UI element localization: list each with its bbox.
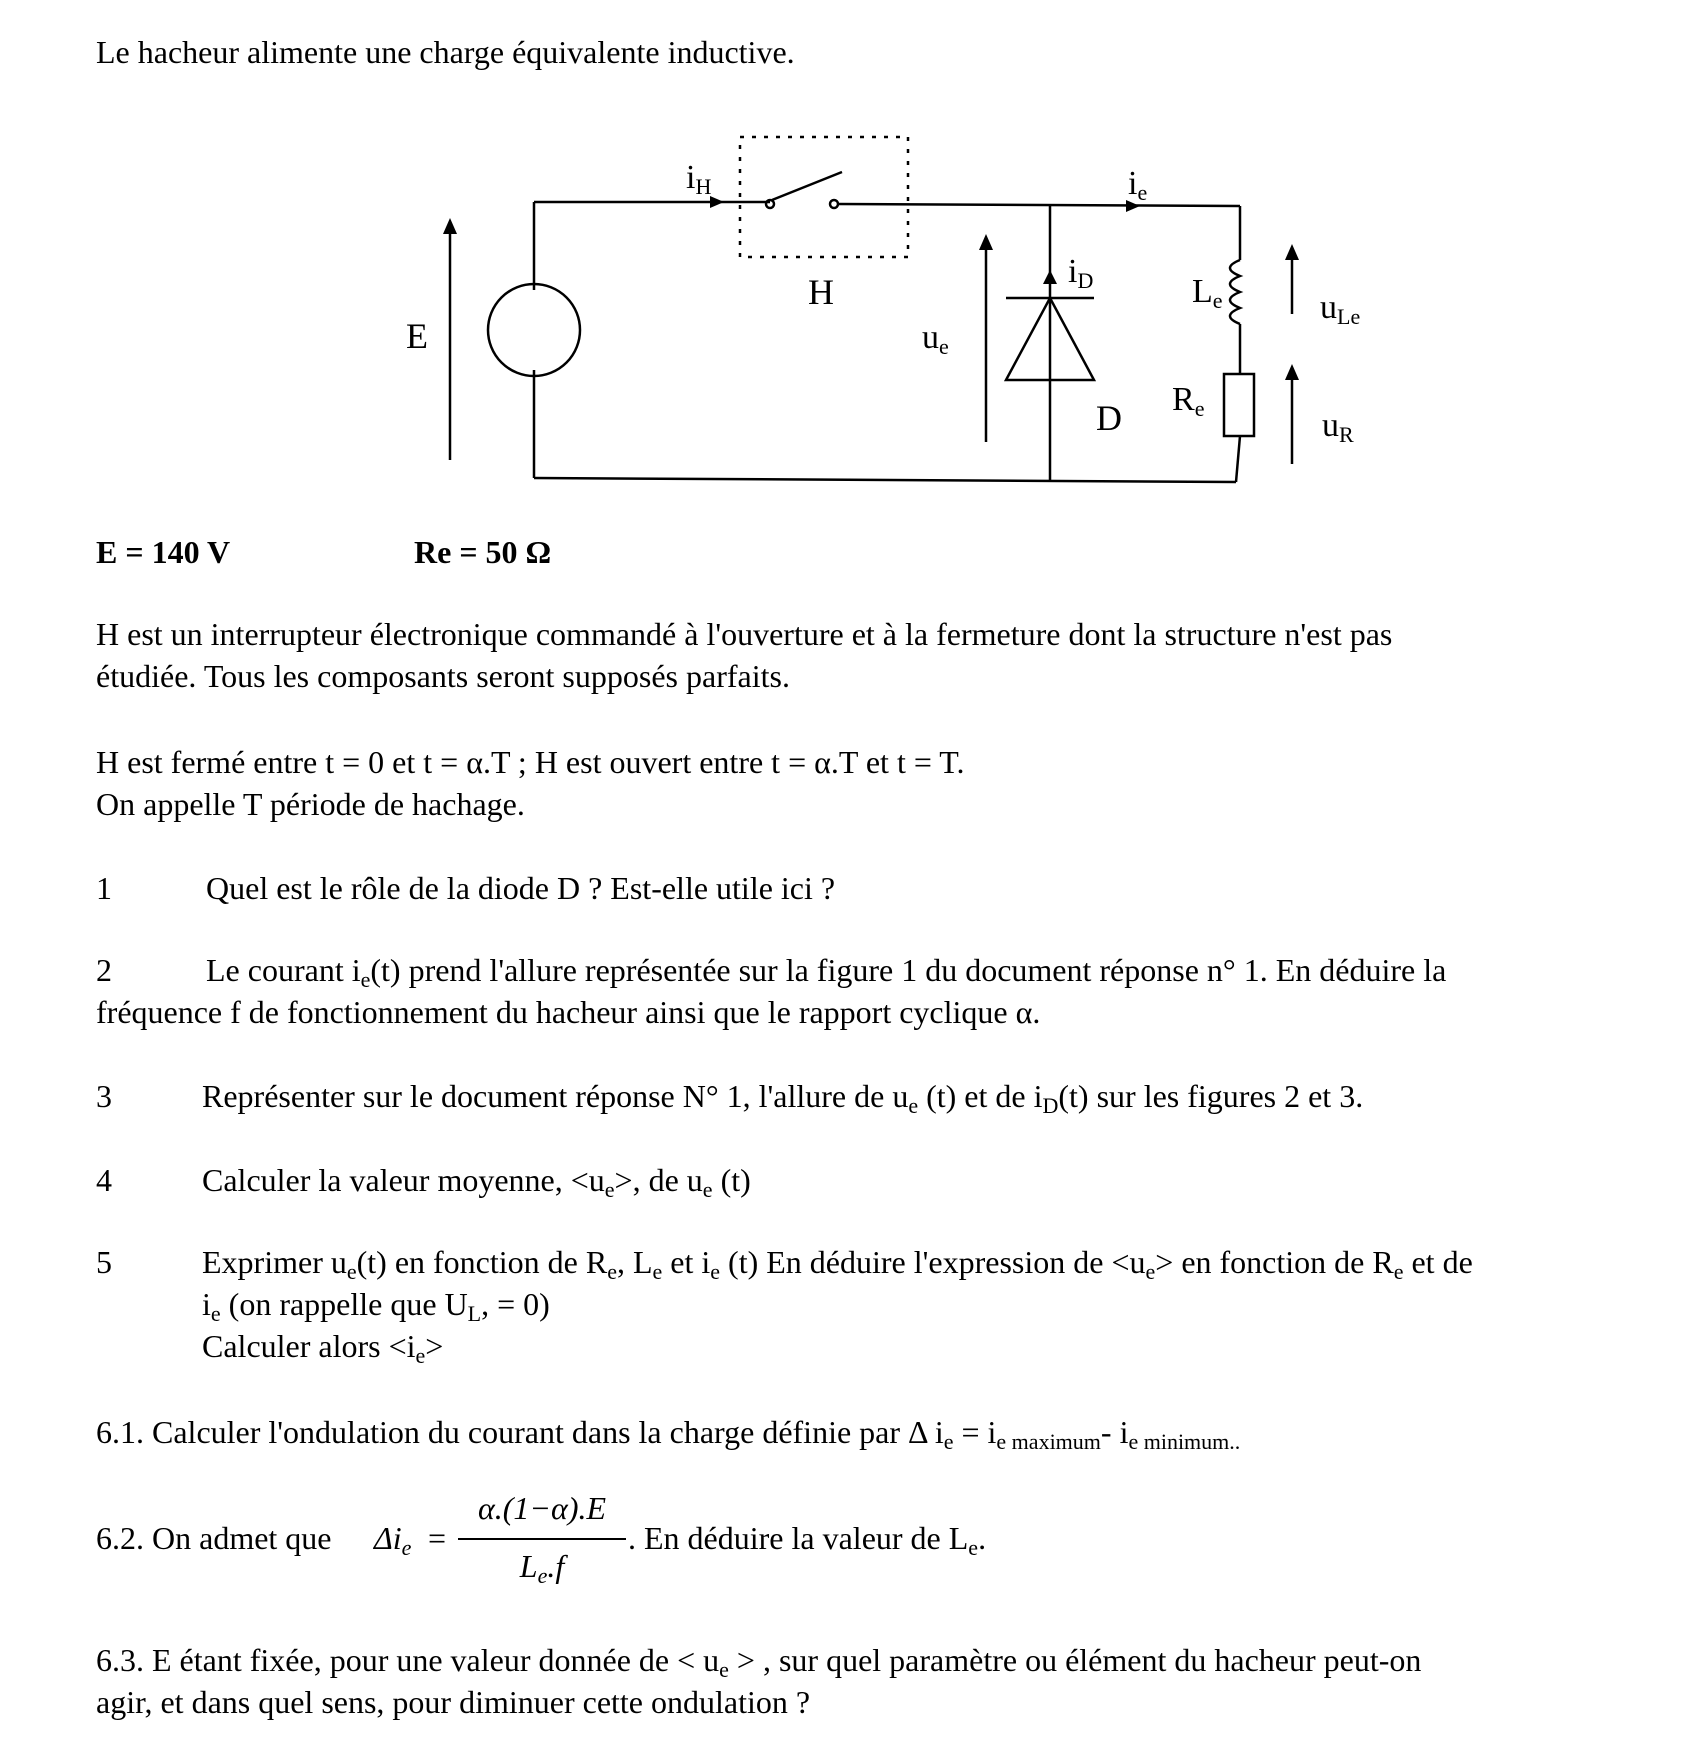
inductor-Le [1230, 260, 1240, 324]
q63-line2: agir, et dans quel sens, pour diminuer cette ondulation ? [96, 1684, 811, 1720]
q2-line1: Le courant $i_e(t)$ prend l'allure représentée sur la figure 1 du document réponse n° 1. En déduire la [206, 952, 1447, 992]
arrow-iD-head [1043, 270, 1057, 284]
q62-numerator: α.(1−α).E [477, 1490, 607, 1526]
q5-line1: Exprimer $u_e(t)$ en fonction de $R_e$, $L_e$ et $i_e$ (t) En déduire l'expression de $<u_e>$ en fonction de $R_e$ et de [202, 1244, 1473, 1284]
label-Le: Le [1192, 273, 1223, 313]
q3-number: 3 [96, 1078, 112, 1114]
label-D: D [1096, 398, 1122, 438]
label-Re: Re [1172, 381, 1205, 421]
q1-text: Quel est le rôle de la diode D ? Est-elle utile ici ? [206, 870, 836, 906]
switch-H-contact-right [830, 200, 838, 208]
label-uLe: uLe [1320, 289, 1361, 329]
q62-intro: 6.2. On admet que [96, 1520, 332, 1556]
q62-equals: = [428, 1520, 447, 1556]
chopper-circuit-diagram [0, 0, 1696, 520]
q4-text: Calculer la valeur moyenne, $<u_e>$, de $u_e$ (t) [202, 1162, 751, 1202]
voltage-source [488, 284, 580, 376]
label-iH: iH [686, 159, 712, 199]
q63-line1: 6.3. E étant fixée, pour une valeur donnée de < $u_e$ > , sur quel paramètre ou élément du hacheur peut-on [96, 1642, 1422, 1682]
label-ie: ie [1128, 165, 1148, 205]
q2-number: 2 [96, 952, 112, 988]
arrow-uLe-head [1285, 244, 1299, 260]
q62-denominator: $L_e.f$ [519, 1548, 565, 1588]
q61-text: 6.1. Calculer l'ondulation du courant dans la charge définie par Δ $i_e = i_{e maximum}-$ $i_{e minimum..}$ [96, 1414, 1241, 1454]
switch-H-contact-left [766, 200, 774, 208]
q5-line2: $i_e$ (on rappelle que $U_L$, = 0) [202, 1286, 550, 1326]
q62-text: . En déduire la valeur de $L_e$. [628, 1520, 987, 1560]
para2-line1: H est fermé entre t = 0 et t = α.T ; H est ouvert entre t = α.T et t = T. [96, 744, 965, 780]
para1-line2: étudiée. Tous les composants seront supposés parfaits. [96, 658, 790, 694]
label-E: E [406, 316, 428, 356]
q2-line2: fréquence f de fonctionnement du hacheur ainsi que le rapport cyclique α. [96, 994, 1041, 1030]
param-E: E = 140 V [96, 534, 231, 570]
q1-number: 1 [96, 870, 112, 906]
arrow-uR-head [1285, 364, 1299, 380]
para1-line1: H est un interrupteur électronique commandé à l'ouverture et à la fermeture dont la structure n'est pas [96, 616, 1393, 652]
switch-H-box [740, 137, 908, 257]
switch-H-blade [772, 172, 842, 200]
q5-line3: Calculer alors $<i_e>$ [202, 1328, 444, 1368]
wire-top-right [838, 204, 1240, 206]
q62-lhs: $\Delta i_e$ [374, 1520, 412, 1560]
wire-right-bottom [1236, 436, 1240, 482]
q62-fraction-bar [458, 1538, 626, 1540]
arrow-ue-head [979, 234, 993, 250]
arrow-iH-head [710, 196, 724, 208]
q3-text: Représenter sur le document réponse N° 1, l'allure de $u_e$ (t) et de $i_D(t)$ sur les figures 2 et 3. [202, 1078, 1364, 1118]
label-ue: ue [922, 319, 949, 359]
q5-number: 5 [96, 1244, 112, 1280]
label-uR: uR [1322, 407, 1354, 447]
para2-line2: On appelle T période de hachage. [96, 786, 525, 822]
arrow-E-head [443, 218, 457, 234]
wire-bottom [534, 478, 1236, 482]
q4-number: 4 [96, 1162, 112, 1198]
param-Re: Re = 50 Ω [414, 534, 552, 570]
label-H: H [808, 272, 834, 312]
label-iD: iD [1068, 253, 1094, 293]
intro-text: Le hacheur alimente une charge équivalente inductive. [96, 34, 795, 70]
resistor-Re [1224, 374, 1254, 436]
